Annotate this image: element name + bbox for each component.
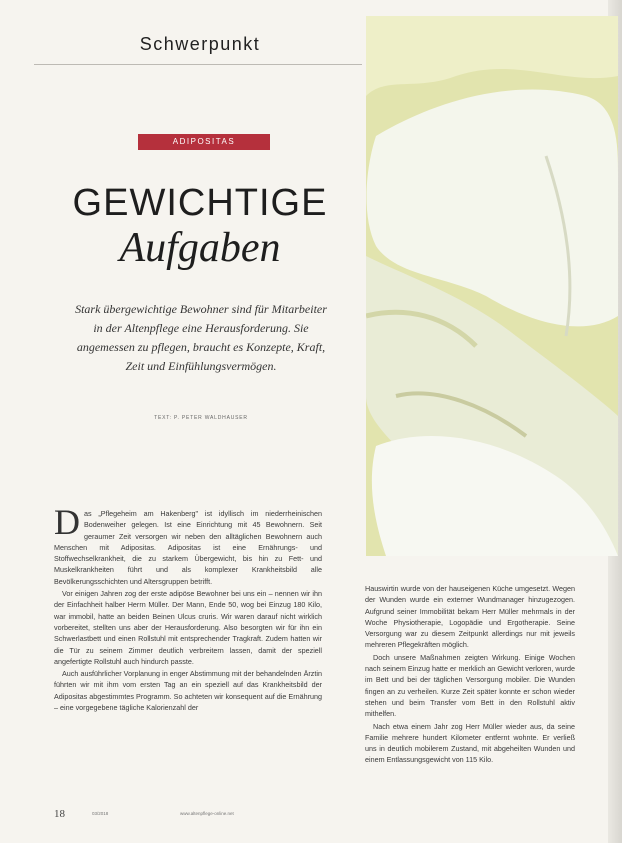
body-paragraph: Hauswirtin wurde von der hauseigenen Küche umgesetzt. Wegen der Wunden wurde ein externer Wundmanager hinzugezogen. Aufgrund seiner Immobilität bekam Herr Müller mehrmals in der Woche Physiotherapie, Logopädie und Ergotherapie. Seine Versorgung war zu diesem Zeitpunkt allerdings nur mit jeweils mehreren Pflegekräften möglich.: [365, 584, 575, 650]
category-badge: ADIPOSITAS: [138, 134, 270, 150]
headline-line1: GEWICHTIGE: [72, 182, 328, 224]
issue-label: 03/2018: [92, 811, 109, 816]
byline: TEXT: P. PETER WALDHAUSER: [154, 415, 248, 421]
drop-cap: D: [54, 502, 80, 542]
paragraph-text: as „Pflegeheim am Hakenberg" ist idyllisch im niederrheinischen Bodenweiher gelegen. Ist eine Einrichtung mit 45 Bewohnern. Seit geraumer Zeit versorgen wir neben den alltäglichen Bewohnern auch Menschen mit Adipositas. Adipositas ist eine Ernährungs- und Stoffwechselkrankheit, die zu starkem Übergewicht, bis hin zu Fett- und Muskelkrankheiten führt und als komplexer Krankheitsbild alle Bevölkerungsschichten und Altersgruppen betrifft.: [54, 509, 322, 586]
section-heading: Schwerpunkt: [139, 34, 261, 54]
body-paragraph: [54, 502, 322, 587]
page-number: 18: [54, 808, 65, 820]
body-paragraph: Doch unsere Maßnahmen zeigten Wirkung. Einige Wochen nach seinem Einzug hatte er merklich an Gewicht verloren, wurde im Bett und bei der täglichen Versorgung mobiler. Die Wunden fingen an zu verheilen. Kurze Zeit später konnte er schon wieder stehen und beim Transfer vom Bett in den Rollstuhl aktiv mithelfen.: [365, 652, 575, 719]
footer-url: www.altenpflege-online.net: [180, 811, 234, 816]
lede-paragraph: Stark übergewichtige Bewohner sind für Mitarbeiter in der Altenpflege eine Herausforderung. Sie angemessen zu pflegen, braucht es Konzepte, Kraft, Zeit und Einfühlungsvermögen.: [75, 302, 327, 373]
body-paragraph: Auch ausführlicher Vorplanung in enger Abstimmung mit der behandelnden Ärztin führten wir mit ihm vom ersten Tag an ein speziell auf das Krankheitsbild der Adipositas abgestimmtes Programm. So achteten wir konsequent auf die Ernährung – eine vorgegebene tägliche Kalorienzahl der: [54, 669, 322, 713]
article-photo: [366, 16, 618, 556]
section-divider: [34, 64, 362, 65]
body-column-left: [54, 502, 322, 714]
body-paragraph: Nach etwa einem Jahr zog Herr Müller wieder aus, da seine Familie mehrere hundert Kilometer entfernt wohnte. Er verließ uns in deutlich mobilerem Zustand, mit abgeheilten Wunden und einem Entlassungsgewicht von 115 Kilo.: [365, 721, 575, 765]
body-paragraph: Vor einigen Jahren zog der erste adipöse Bewohner bei uns ein – nennen wir ihn der Einfachheit halber Herrn Müller. Der Mann, Ende 50, wog bei Einzug 180 Kilo, war immobil, hatte an beiden Beinen Ulcus cruris. Wir waren darauf nicht wirklich vorbereitet, stellten uns aber der Herausforderung. Also besorgten wir für ihn ein Schwerlastbett und einen Rollstuhl mit entsprechender Tragkraft. Zudem hatten wir die Tür zu seinem Zimmer deutlich verbreitern lassen, damit der speziell angefertigte Rollstuhl auch hindurch passte.: [54, 589, 322, 666]
body-column-right: [365, 583, 575, 767]
photo-image: [366, 16, 618, 556]
headline-line2: Aufgaben: [119, 225, 281, 271]
